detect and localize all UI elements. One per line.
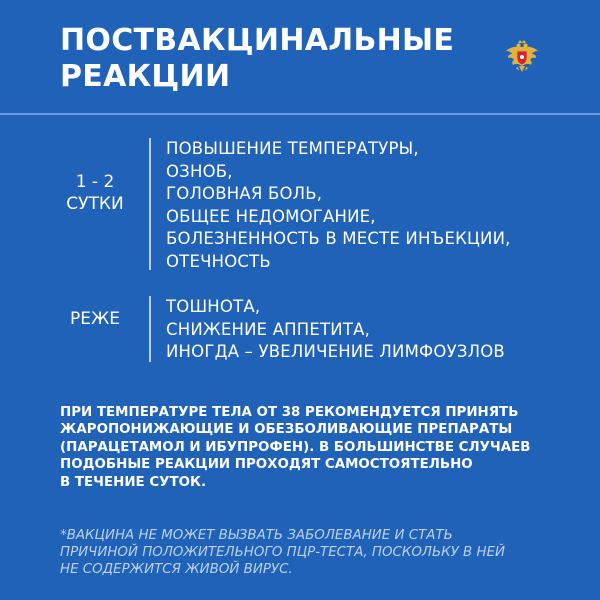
reaction-period-label	[40, 308, 150, 330]
list-item: ОЗНОБ,	[166, 161, 233, 181]
reaction-period-line: СУТКИ	[66, 194, 124, 214]
reaction-group-separator	[149, 296, 151, 362]
reaction-period-line: 1 - 2	[75, 172, 115, 192]
list-item: ГОЛОВНАЯ БОЛЬ,	[166, 184, 323, 203]
list-item: ОТЕЧНОСТЬ	[166, 251, 271, 271]
reaction-period-label	[40, 171, 150, 215]
list-item: ПОВЫШЕНИЕ ТЕМПЕРАТУРЫ,	[166, 139, 419, 158]
list-item: ОБЩЕЕ НЕДОМОГАНИЕ,	[166, 206, 376, 226]
treatment-note	[60, 404, 560, 491]
vaccine-footnote-line: *ВАКЦИНА НЕ МОЖЕТ ВЫЗВАТЬ ЗАБОЛЕВАНИЕ И СТАТЬ	[60, 528, 453, 543]
coat-of-arms-icon	[502, 38, 542, 78]
header-divider	[0, 113, 600, 115]
list-item: СНИЖЕНИЕ АППЕТИТА,	[166, 319, 371, 339]
reaction-group-rare	[0, 296, 600, 366]
vaccine-footnote-line: ПРИЧИНОЙ ПОЛОЖИТЕЛЬНОГО ПЦР-ТЕСТА, ПОСКОЛЬКУ В НЕЙ	[60, 545, 506, 560]
reaction-group-first-days	[0, 138, 600, 273]
reaction-group-separator	[149, 138, 151, 270]
list-item: ТОШНОТА,	[166, 297, 261, 316]
treatment-note-line: ПРИ ТЕМПЕРАТУРЕ ТЕЛА ОТ 38 РЕКОМЕНДУЕТСЯ ПРИНЯТЬ	[60, 405, 519, 420]
header	[0, 0, 600, 112]
list-item: БОЛЕЗНЕННОСТЬ В МЕСТЕ ИНЪЕКЦИИ,	[166, 229, 511, 248]
treatment-note-line: (ПАРАЦЕТАМОЛ И ИБУПРОФЕН). В БОЛЬШИНСТВЕ СЛУЧАЕВ	[60, 439, 531, 455]
treatment-note-line: ПОДОБНЫЕ РЕАКЦИИ ПРОХОДЯТ САМОСТОЯТЕЛЬНО	[60, 457, 473, 473]
list-item: ИНОГДА – УВЕЛИЧЕНИЕ ЛИМФОУЗЛОВ	[166, 342, 505, 361]
page-title	[60, 23, 454, 95]
treatment-note-line: В ТЕЧЕНИЕ СУТОК.	[60, 474, 207, 490]
reaction-period-line: РЕЖЕ	[69, 309, 121, 329]
reaction-list	[166, 296, 505, 364]
vaccine-footnote-line: НЕ СОДЕРЖИТСЯ ЖИВОЙ ВИРУС.	[60, 562, 293, 577]
treatment-note-line: ЖАРОПОНИЖАЮЩИЕ И ОБЕЗБОЛИВАЮЩИЕ ПРЕПАРАТЫ	[60, 422, 513, 438]
page-title-line: ПОСТВАКЦИНАЛЬНЫЕ	[60, 23, 455, 58]
vaccine-footnote	[60, 527, 560, 578]
page-title-line: РЕАКЦИИ	[60, 59, 231, 94]
reaction-list	[166, 138, 511, 273]
